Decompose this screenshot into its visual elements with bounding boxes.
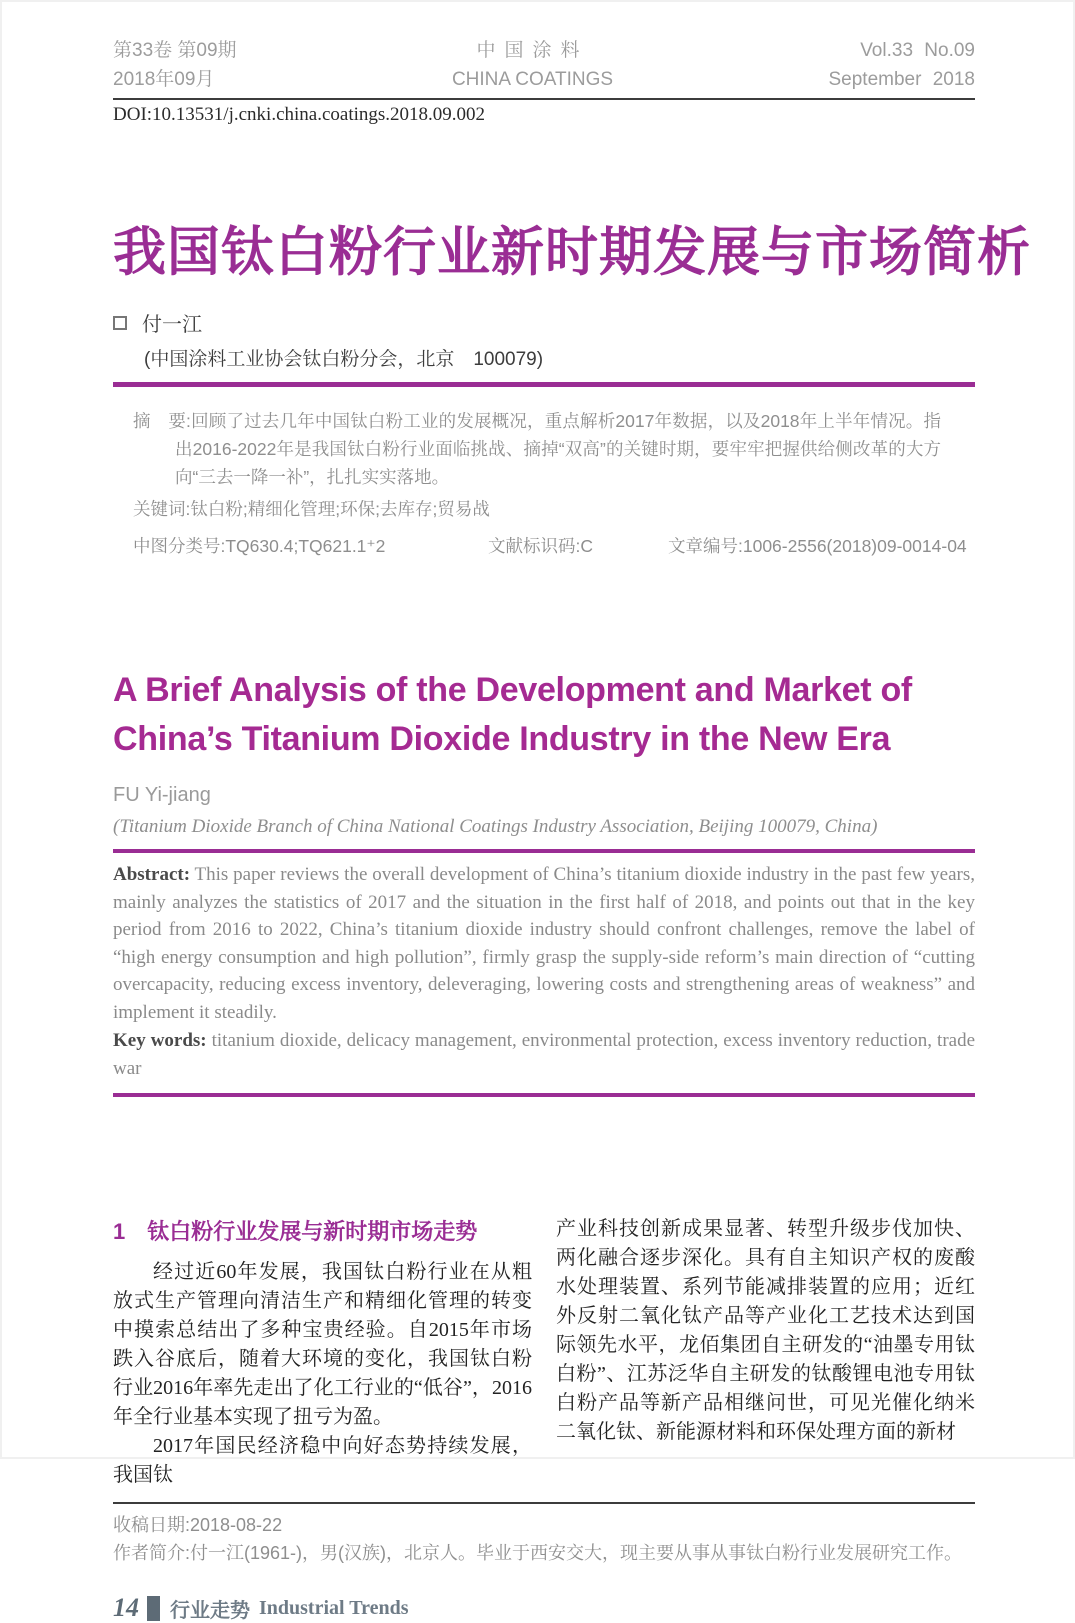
article-title-en: A Brief Analysis of the Development and Market of China’s Titanium Dioxide Industry in the New Era <box>113 671 912 758</box>
abstract-top-rule <box>113 849 975 853</box>
section-1-number: 1 <box>113 1219 126 1244</box>
abstract-bottom-rule <box>113 1093 975 1097</box>
page-footer <box>113 1593 975 1623</box>
abstract-label-cn: 摘 要: <box>133 411 191 431</box>
author-name-cn: 付一江 <box>142 314 202 336</box>
author-row-cn <box>113 308 975 337</box>
footer-section-en: Industrial Trends <box>259 1596 409 1619</box>
page-number: 14 <box>113 1593 139 1622</box>
masthead-center <box>452 36 613 94</box>
keywords-label-en: Key words: <box>113 1030 207 1051</box>
article-id: 文章编号:1006-2556(2018)09-0014-04 <box>668 536 967 556</box>
journal-name-en: CHINA COATINGS <box>451 69 614 90</box>
keywords-en <box>113 1027 975 1082</box>
body-columns <box>113 1215 975 1490</box>
abstract-text-en: This paper reviews the overall development of China’s titanium dioxide industry in the past few years, mainly analyzes the statistics of 2017 and the situation in the first half of 2018, and points out that in the key period from 2016 to 2022, China’s titanium dioxide industry should confront challenges, remove the label of “high energy consumption and high pollution”, firmly grasp the supply-side reform’s main direction of “cutting overcapacity, reducing excess inventory, deleveraging, lowering costs and strengthening areas of weakness” and implement it steadily. <box>113 864 975 1023</box>
affiliation-en: (Titanium Dioxide Branch of China National Coatings Industry Association, Beijing 100079, China) <box>113 816 878 837</box>
body-paragraph: 经过近60年发展，我国钛白粉行业在从粗放式生产管理向清洁生产和精细化管理的转变中摸索总结出了多种宝贵经验。自2015年市场跌入谷底后，随着大环境的变化，我国钛白粉行业2016年率先走出了化工行业的“低谷”，2016年全行业基本实现了扭亏为盈。 <box>113 1261 532 1428</box>
abstract-en <box>113 861 975 1082</box>
section-1-title: 钛白粉行业发展与新时期市场走势 <box>147 1219 478 1244</box>
document-code: 文献标识码:C <box>488 536 593 556</box>
clc-number: 中图分类号:TQ630.4;TQ621.1⁺2 <box>133 536 386 556</box>
classification-row <box>133 533 975 558</box>
keywords-text-cn: 钛白粉;精细化管理;环保;去库存;贸易战 <box>190 499 490 519</box>
volume-issue: 第33卷 第09期 <box>113 40 237 61</box>
abstract-cn <box>133 407 941 491</box>
keywords-text-en: titanium dioxide, delicacy management, environmental protection, excess inventory reduction, trade war <box>113 1030 976 1079</box>
abstract-paragraph-en <box>113 861 975 1026</box>
issue-date-en: September 2018 <box>828 69 975 90</box>
doi-text: DOI:10.13531/j.cnki.china.coatings.2018.09.002 <box>113 104 486 125</box>
journal-name-cn: 中国涂料 <box>476 40 589 61</box>
footnote <box>113 1511 975 1567</box>
author-name-en: FU Yi-jiang <box>113 784 211 806</box>
abstract-text-cn: 回顾了过去几年中国钛白粉工业的发展概况，重点解析2017年数据，以及2018年上半年情况。指出2016-2022年是我国钛白粉行业面临挑战、摘掉“双高”的关键时期，要牢牢把握供给侧改革的大方向“三去一降一补”，扎扎实实落地。 <box>175 411 941 487</box>
footnote-divider <box>113 1502 975 1504</box>
body-column-left <box>113 1215 532 1490</box>
affiliation-cn: (中国涂料工业协会钛白粉分会，北京 100079) <box>144 349 544 370</box>
received-date: 收稿日期:2018-08-22 <box>113 1515 283 1535</box>
author-bio: 作者简介:付一江(1961-)，男(汉族)，北京人。毕业于西安交大，现主要从事从事钛白粉行业发展研究工作。 <box>113 1543 963 1563</box>
article-title-cn: 我国钛白粉行业新时期发展与市场简析 <box>113 223 1031 282</box>
body-column-right <box>556 1215 975 1490</box>
author-square-icon <box>113 316 127 330</box>
abstract-label-en: Abstract: <box>113 864 191 885</box>
title-divider-rule <box>113 382 975 387</box>
keywords-label-cn: 关键词: <box>133 499 191 519</box>
volume-number-en: Vol.33 No.09 <box>860 40 975 61</box>
masthead <box>113 36 975 94</box>
footer-section-cn: 行业走势 <box>170 1599 250 1622</box>
section-1-heading <box>113 1215 532 1246</box>
masthead-left <box>113 36 237 94</box>
keywords-cn <box>133 495 975 523</box>
body-paragraph: 2017年国民经济稳中向好态势持续发展，我国钛 <box>113 1435 532 1486</box>
masthead-right <box>829 36 976 94</box>
header-divider <box>113 98 975 100</box>
body-paragraph: 产业科技创新成果显著、转型升级步伐加快、两化融合逐步深化。具有自主知识产权的废酸水处理装置、系列节能减排装置的应用；近红外反射二氧化钛产品等产业化工艺技术达到国际领先水平，龙佰集团自主研发的“油墨专用钛白粉”、江苏泛华自主研发的钛酸锂电池专用钛白粉产品等新产品相继问世，可见光催化纳米二氧化钛、新能源材料和环保处理方面的新材 <box>556 1218 975 1443</box>
footer-block-icon <box>147 1596 160 1621</box>
issue-date-cn: 2018年09月 <box>113 69 215 90</box>
